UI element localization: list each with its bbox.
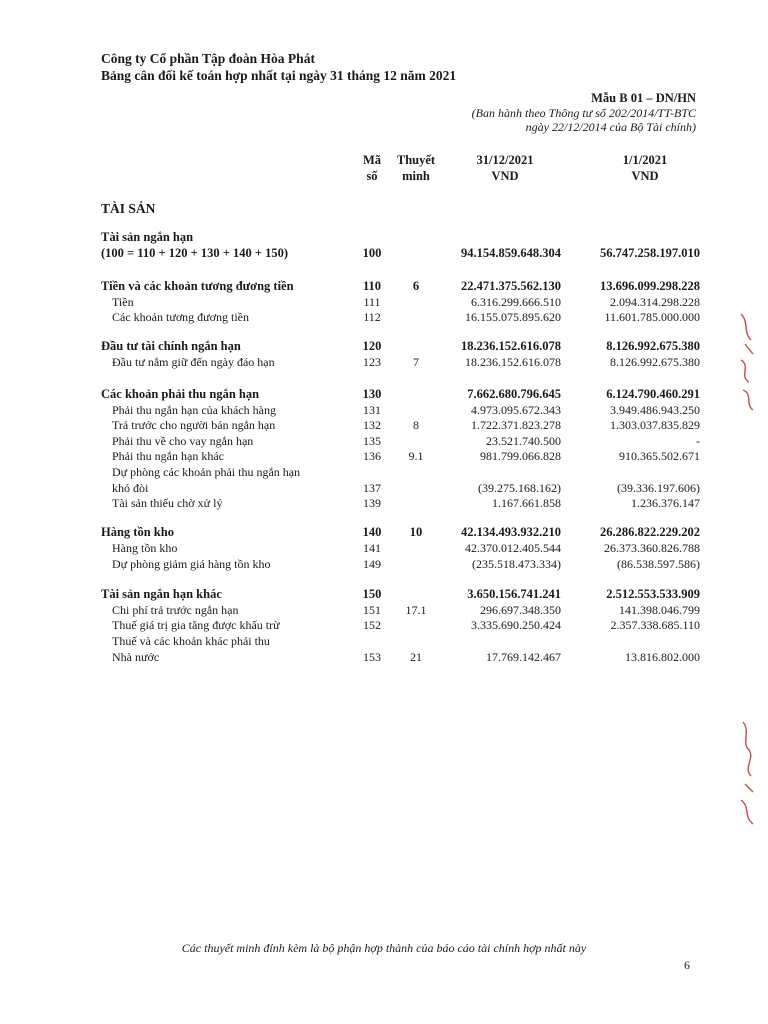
form-reference [472, 91, 696, 135]
table-row [0, 418, 768, 433]
row-value-2021: 42.370.012.405.544 [465, 541, 561, 555]
column-header-code-line2: số [366, 169, 378, 183]
table-row [0, 481, 768, 496]
row-code: 120 [362, 339, 382, 353]
form-note-line1: (Ban hành theo Thông tư số 202/2014/TT-BTC [471, 105, 696, 120]
row-note: 7 [413, 355, 419, 369]
column-header-2020 [590, 152, 700, 184]
row-value-2020: 8.126.992.675.380 [606, 339, 700, 353]
column-header-note-line1: Thuyết [396, 153, 436, 167]
column-header-2020-date: 1/1/2021 [622, 153, 668, 167]
row-value-2020: (86.538.597.586) [617, 557, 700, 571]
row-value-2020: 8.126.992.675.380 [610, 355, 700, 369]
row-code: 100 [362, 246, 382, 260]
row-label: Các khoản phải thu ngắn hạn [101, 387, 260, 401]
margin-initials-mark [735, 310, 759, 415]
row-label: khó đòi [112, 481, 149, 495]
table-row [0, 295, 768, 310]
row-label: Nhà nước [112, 650, 160, 664]
document-header [101, 50, 456, 84]
row-code: 149 [363, 557, 381, 571]
row-code: 131 [363, 403, 381, 417]
row-label: Phải thu về cho vay ngắn hạn [112, 434, 254, 448]
row-label: Tiền và các khoản tương đương tiền [101, 279, 294, 293]
row-label: Tài sản ngắn hạn [101, 230, 194, 244]
row-value-2021: 17.769.142.467 [486, 650, 561, 664]
row-label: Các khoản tương đương tiền [112, 310, 250, 324]
table-row [0, 339, 768, 354]
row-label: Đầu tư tài chính ngắn hạn [101, 339, 241, 353]
row-value-2020: 6.124.790.460.291 [606, 387, 700, 401]
report-title: Bảng cân đối kế toán hợp nhất tại ngày 31 tháng 12 năm 2021 [101, 68, 457, 83]
row-label: Hàng tồn kho [101, 525, 174, 539]
column-header-code-line1: Mã [362, 153, 382, 167]
row-value-2020: 141.398.046.799 [619, 603, 700, 617]
row-code: 123 [363, 355, 381, 369]
row-label: Tài sản ngắn hạn khác [101, 587, 222, 601]
row-value-2020: 56.747.258.197.010 [600, 246, 700, 260]
row-code: 111 [363, 295, 381, 309]
row-value-2020: 26.373.360.826.788 [604, 541, 700, 555]
table-row [0, 634, 768, 649]
row-value-2020: 11.601.785.000.000 [604, 310, 700, 324]
table-row [0, 525, 768, 540]
row-value-2021: 18.236.152.616.078 [461, 339, 561, 353]
row-note: 9.1 [408, 449, 424, 463]
row-value-2021: 16.155.075.895.620 [465, 310, 561, 324]
row-code: 112 [363, 310, 381, 324]
margin-signature-mark [735, 718, 759, 830]
row-note: 8 [413, 418, 419, 432]
table-row [0, 403, 768, 418]
table-row [0, 279, 768, 294]
row-code: 150 [362, 587, 382, 601]
row-label: Đầu tư nắm giữ đến ngày đáo hạn [112, 355, 275, 369]
row-note: 6 [412, 279, 420, 293]
footer-note: Các thuyết minh đính kèm là bộ phận hợp thành của báo cáo tài chính hợp nhất này [181, 941, 587, 955]
row-value-2020: 13.696.099.298.228 [600, 279, 700, 293]
row-code: 110 [362, 279, 382, 293]
row-code: 136 [363, 449, 381, 463]
column-header-code [358, 152, 386, 184]
table-row [0, 541, 768, 556]
column-header-note [390, 152, 442, 184]
row-value-2020: (39.336.197.606) [617, 481, 700, 495]
column-header-note-line2: minh [402, 169, 430, 183]
table-row [0, 618, 768, 633]
row-value-2020: 2.357.338.685.110 [610, 618, 700, 632]
row-value-2021: 18.236.152.616.078 [465, 355, 561, 369]
column-header-2020-unit: VND [631, 169, 659, 183]
section-title-assets: TÀI SẢN [101, 201, 156, 216]
table-row [0, 557, 768, 572]
row-value-2021: 981.799.066.828 [480, 449, 561, 463]
row-code: 141 [363, 541, 381, 555]
row-value-2021: 23.521.740.500 [486, 434, 561, 448]
row-note: 17.1 [405, 603, 427, 617]
row-label: Thuế giá trị gia tăng được khấu trừ [112, 618, 280, 632]
row-note: 10 [409, 525, 423, 539]
company-name: Công ty Cổ phần Tập đoàn Hòa Phát [101, 51, 315, 66]
row-value-2021: 7.662.680.796.645 [467, 387, 561, 401]
row-code: 152 [363, 618, 381, 632]
table-row [0, 449, 768, 464]
table-row [0, 310, 768, 325]
table-row [0, 387, 768, 402]
form-code: Mẫu B 01 – DN/HN [591, 91, 696, 105]
row-label: Thuế và các khoản khác phải thu [112, 634, 270, 648]
row-code: 151 [363, 603, 381, 617]
row-value-2020: 3.949.486.943.250 [610, 403, 700, 417]
row-value-2021: 4.973.095.672.343 [471, 403, 561, 417]
row-value-2020: 2.512.553.533.909 [606, 587, 700, 601]
column-header-2021-date: 31/12/2021 [476, 153, 534, 167]
row-label: Tài sản thiếu chờ xử lý [112, 496, 223, 510]
row-value-2021: 296.697.348.350 [480, 603, 561, 617]
row-note: 21 [410, 650, 422, 664]
row-value-2020: 1.303.037.835.829 [610, 418, 700, 432]
row-code: 137 [363, 481, 381, 495]
row-value-2020: 2.094.314.298.228 [610, 295, 700, 309]
table-row [0, 650, 768, 665]
row-label: Phải thu ngắn hạn khác [112, 449, 224, 463]
row-value-2020: 13.816.802.000 [625, 650, 700, 664]
row-label: Hàng tồn kho [112, 541, 178, 555]
row-value-2021: 3.650.156.741.241 [467, 587, 561, 601]
row-value-2021: (39.275.168.162) [478, 481, 561, 495]
table-row [0, 355, 768, 370]
row-value-2021: 6.316.299.666.510 [471, 295, 561, 309]
column-header-2021-unit: VND [491, 169, 519, 183]
row-label: Dự phòng các khoản phải thu ngắn hạn [112, 465, 301, 479]
column-header-2021 [450, 152, 560, 184]
row-value-2021: 22.471.375.562.130 [461, 279, 561, 293]
row-label: Chi phí trả trước ngắn hạn [112, 603, 239, 617]
row-value-2021: 1.167.661.858 [492, 496, 561, 510]
row-code: 153 [363, 650, 381, 664]
table-row [0, 465, 768, 480]
page-number: 6 [684, 958, 690, 972]
row-value-2020: 910.365.502.671 [619, 449, 700, 463]
table-row [0, 587, 768, 602]
row-label: Tiền [112, 295, 134, 309]
table-row [0, 246, 768, 261]
row-value-2020: 26.286.822.229.202 [600, 525, 700, 539]
table-row [0, 603, 768, 618]
row-code: 130 [362, 387, 382, 401]
row-label: Dự phòng giảm giá hàng tồn kho [112, 557, 271, 571]
table-row [0, 496, 768, 511]
row-value-2020: 1.236.376.147 [631, 496, 700, 510]
row-label: Trả trước cho người bán ngắn hạn [112, 418, 276, 432]
row-value-2021: 3.335.690.250.424 [471, 618, 561, 632]
row-label: Phải thu ngắn hạn của khách hàng [112, 403, 276, 417]
form-note-line2: ngày 22/12/2014 của Bộ Tài chính) [525, 120, 696, 134]
row-code: 132 [363, 418, 381, 432]
row-code: 135 [363, 434, 381, 448]
row-value-2021: (235.518.473.334) [472, 557, 561, 571]
row-value-2021: 94.154.859.648.304 [461, 246, 561, 260]
row-value-2021: 1.722.371.823.278 [471, 418, 561, 432]
row-label: (100 = 110 + 120 + 130 + 140 + 150) [101, 246, 288, 260]
table-row [0, 434, 768, 449]
row-value-2021: 42.134.493.932.210 [461, 525, 561, 539]
row-value-2020: - [696, 434, 700, 448]
table-row [0, 230, 768, 245]
row-code: 139 [363, 496, 381, 510]
row-code: 140 [362, 525, 382, 539]
